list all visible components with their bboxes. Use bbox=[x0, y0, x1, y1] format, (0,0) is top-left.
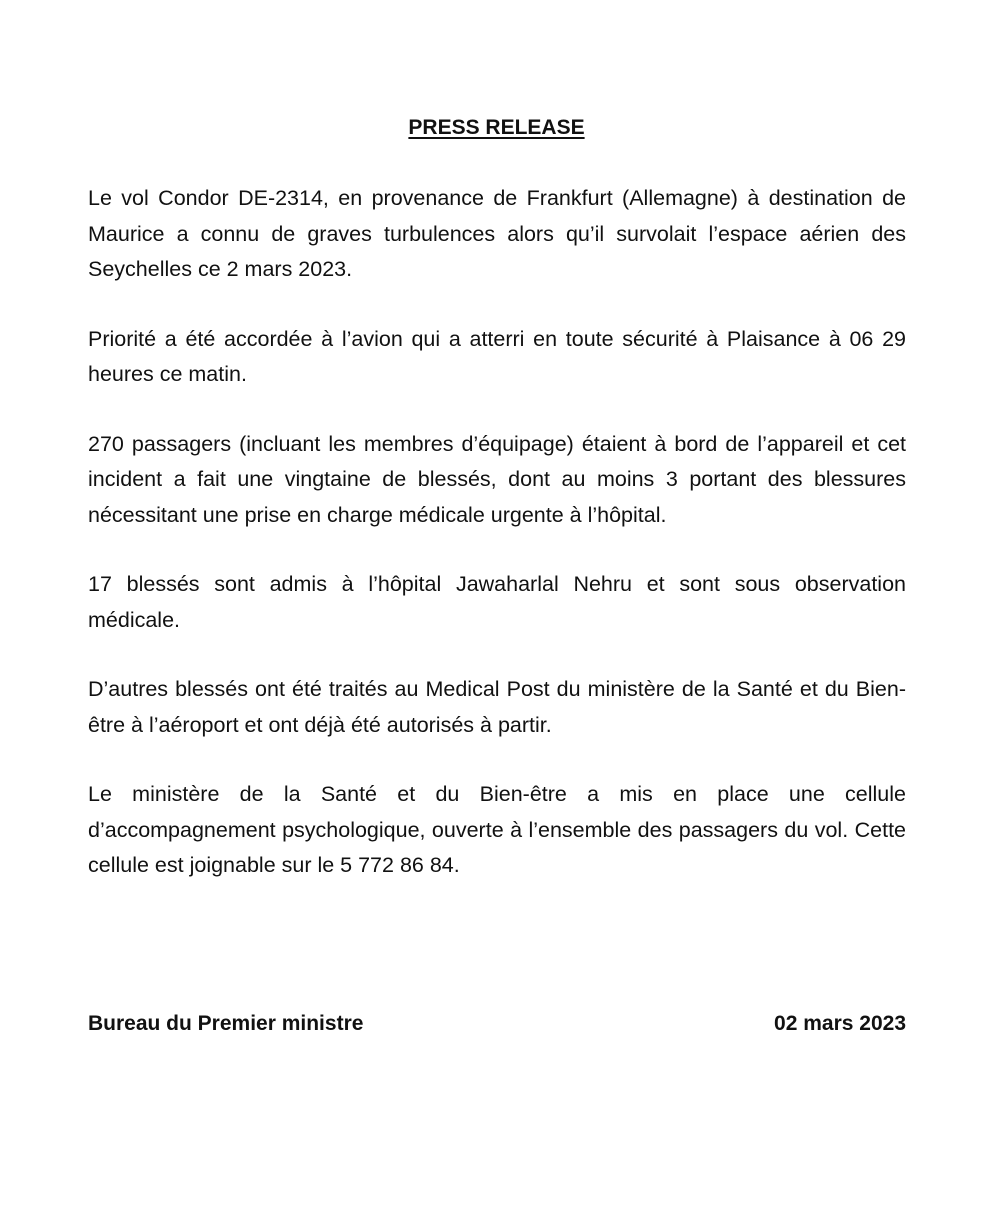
signature: Bureau du Premier ministre bbox=[88, 1012, 364, 1035]
page-title: PRESS RELEASE bbox=[408, 116, 585, 139]
paragraph-hospital: 17 blessés sont admis à l’hôpital Jawaharlal Nehru et sont sous observation médicale. bbox=[88, 572, 906, 632]
release-date: 02 mars 2023 bbox=[774, 1012, 906, 1035]
document-body bbox=[88, 181, 906, 918]
paragraph-landing: Priorité a été accordée à l’avion qui a atterri en toute sécurité à Plaisance à 06 29 heures ce matin. bbox=[88, 326, 906, 386]
document-footer bbox=[88, 1008, 906, 1040]
paragraph-flight-incident: Le vol Condor DE-2314, en provenance de Frankfurt (Allemagne) à destination de Maurice a connu de graves turbulences alors qu’il survolait l’espace aérien des Seychelles ce 2 mars 2023. bbox=[88, 186, 906, 281]
paragraph-medical-post: D’autres blessés ont été traités au Medical Post du ministère de la Santé et du Bien-être à l’aéroport et ont déjà été autorisés à partir. bbox=[88, 677, 906, 737]
paragraph-psychological-support: Le ministère de la Santé et du Bien-être a mis en place une cellule d’accompagnement psychologique, ouverte à l’ensemble des passagers du vol. Cette cellule est joignable sur le 5 772 86 84. bbox=[88, 782, 906, 877]
paragraph-passengers: 270 passagers (incluant les membres d’équipage) étaient à bord de l’appareil et cet incident a fait une vingtaine de blessés, dont au moins 3 portant des blessures nécessitant une prise en charge médicale urgente à l’hôpital. bbox=[88, 431, 906, 527]
